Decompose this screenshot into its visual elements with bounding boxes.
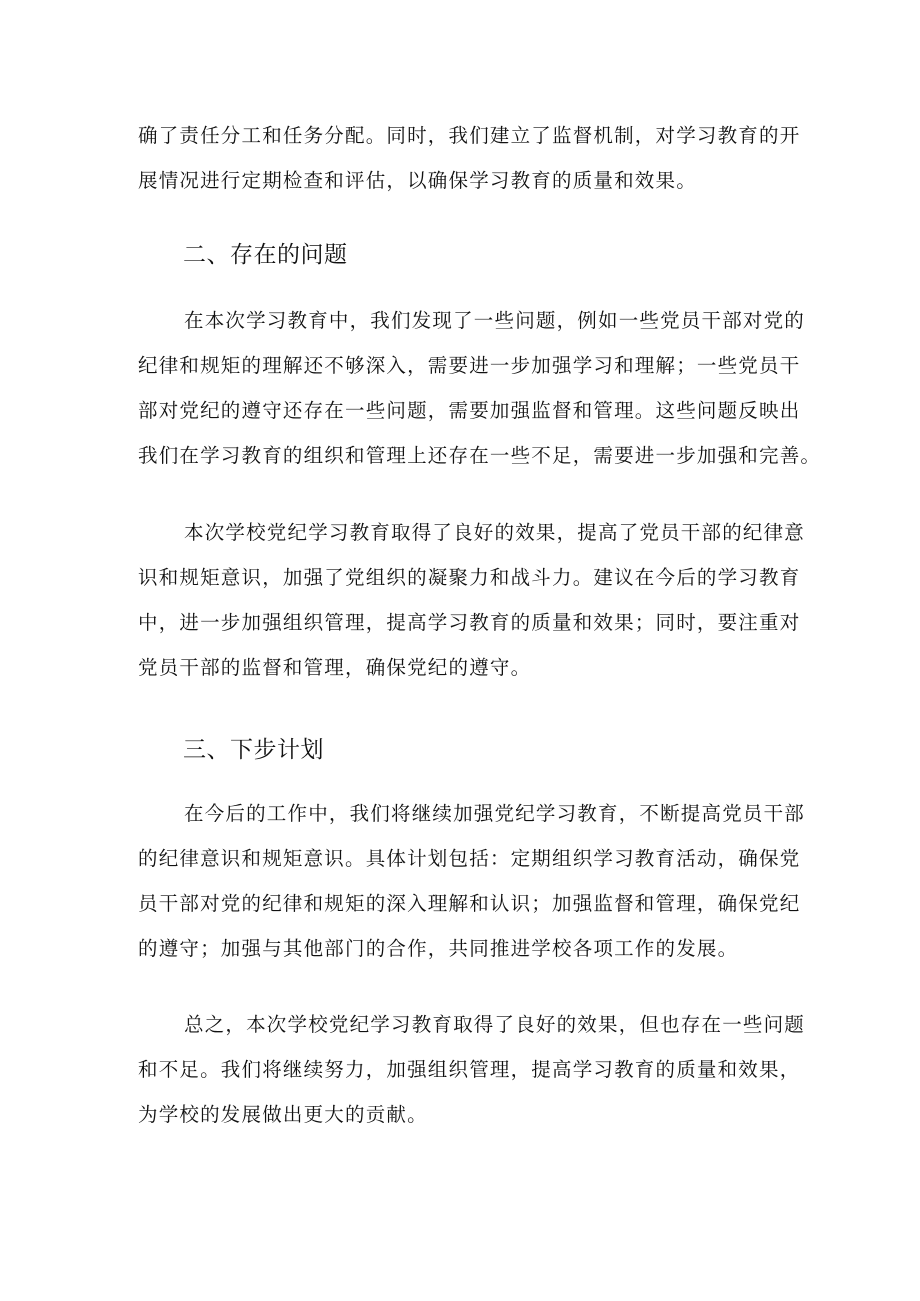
paragraph-2-line-1: 在本次学习教育中，我们发现了一些问题，例如一些党员干部对党的 [184,309,806,332]
paragraph-1-line-2: 展情况进行定期检查和评估，以确保学习教育的质量和效果。 [138,169,697,192]
paragraph-1 [138,113,801,203]
paragraph-4-line-2: 的纪律意识和规矩意识。具体计划包括：定期组织学习教育活动，确保党 [138,847,801,870]
paragraph-1-line-1: 确了责任分工和任务分配。同时，我们建立了监督机制，对学习教育的开 [138,124,801,147]
paragraph-3-line-4: 党员干部的监督和管理，确保党纪的遵守。 [138,656,532,679]
paragraph-5-line-3: 为学校的发展做出更大的贡献。 [138,1103,428,1126]
paragraph-2-line-2: 纪律和规矩的理解还不够深入，需要进一步加强学习和理解；一些党员干 [138,354,801,377]
paragraph-4 [138,791,806,971]
paragraph-3-line-2: 识和规矩意识，加强了党组织的凝聚力和战斗力。建议在今后的学习教育 [138,566,801,589]
paragraph-3-line-1: 本次学校党纪学习教育取得了良好的效果，提高了党员干部的纪律意 [184,521,806,544]
paragraph-5-line-1: 总之，本次学校党纪学习教育取得了良好的效果，但也存在一些问题 [184,1013,806,1036]
section-heading-next-plan: 三、下步计划 [183,737,324,763]
paragraph-2-line-3: 部对党纪的遵守还存在一些问题，需要加强监督和管理。这些问题反映出 [138,399,801,422]
paragraph-5-line-2: 和不足。我们将继续努力，加强组织管理，提高学习教育的质量和效果， [138,1058,801,1081]
paragraph-4-line-4: 的遵守；加强与其他部门的合作，共同推进学校各项工作的发展。 [138,937,739,960]
section-heading-problems: 二、存在的问题 [183,242,348,268]
paragraph-3 [138,510,806,690]
paragraph-3-line-3: 中，进一步加强组织管理，提高学习教育的质量和效果；同时，要注重对 [138,611,801,634]
paragraph-4-line-1: 在今后的工作中，我们将继续加强党纪学习教育，不断提高党员干部 [184,802,806,825]
paragraph-5 [138,1002,806,1137]
paragraph-2 [138,298,822,478]
paragraph-2-line-4: 我们在学习教育的组织和管理上还存在一些不足，需要进一步加强和完善。 [138,444,822,467]
paragraph-4-line-3: 员干部对党的纪律和规矩的深入理解和认识；加强监督和管理，确保党纪 [138,892,801,915]
